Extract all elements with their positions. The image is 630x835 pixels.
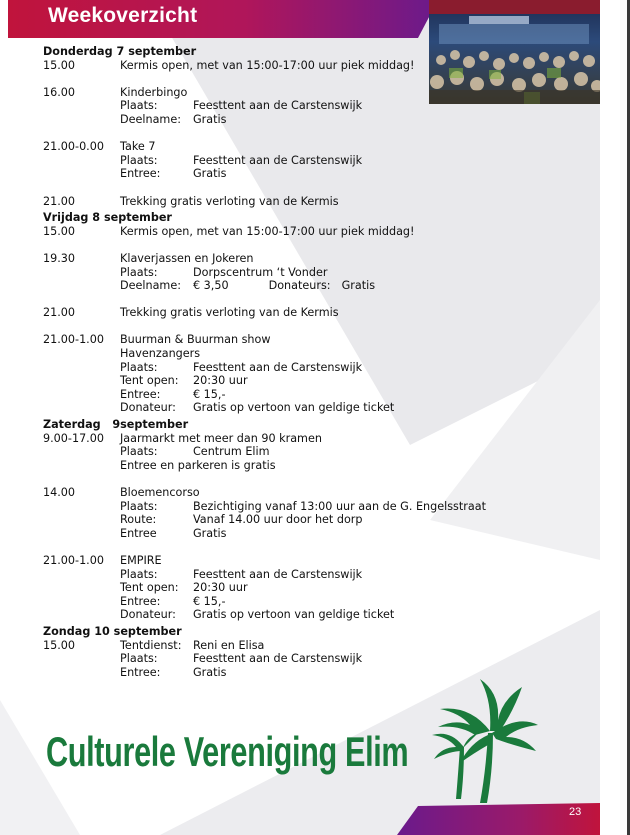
event-spacer [43,72,483,86]
event-time: 21.00 [43,194,76,208]
event-body [120,554,483,622]
event-title: Jaarmarkt met meer dan 90 kramen [120,431,322,445]
event-row [43,554,483,622]
page-number: 23 [569,806,582,818]
event-row [43,333,483,415]
detail-value: € 15,- [193,387,226,401]
event-spacer [43,540,483,554]
detail-label: Entree: [120,387,161,401]
detail-label: Tent open: [120,581,179,595]
detail-label: Tentdienst: [120,638,182,652]
event-time: 14.00 [43,486,76,499]
event-time: 21.00-1.00 [43,553,104,567]
event-spacer [43,127,483,141]
event-detail [120,652,483,666]
detail-label: Deelname: [120,279,181,293]
detail-value: Vanaf 14.00 uur door het dorp [193,513,363,527]
detail-label: Plaats: [120,360,158,374]
detail-value: Reni en Elisa [193,638,265,652]
event-body [120,225,483,239]
organisation-logo-text: Culturele Vereniging Elim [46,728,409,775]
event-time: 9.00-17.00 [43,431,104,445]
event-row [43,140,483,181]
detail-value: Gratis [193,167,227,181]
detail-label: Entree [120,526,157,540]
detail-value: 20:30 uur [193,581,248,595]
event-row [43,86,483,127]
detail-value: Bezichtiging vanaf 13:00 uur aan de G. Engelsstraat [193,499,486,513]
event-time: 21.00-0.00 [43,140,104,154]
event-body [120,306,483,320]
event-body [120,86,483,127]
detail-value: Gratis [341,279,376,293]
event-time: 15.00 [43,224,76,238]
event-title: Trekking gratis verloting van de Kermis [120,306,339,320]
schedule [43,45,486,679]
event-detail [120,500,486,514]
page-title: Weekoverzicht [48,4,198,27]
event-spacer [43,472,483,486]
event-time: 21.00-1.00 [43,333,104,347]
event-body [120,252,483,293]
event-row [43,225,483,239]
detail-value: 20:30 uur [193,374,248,388]
event-detail [120,639,483,653]
event-detail [120,608,483,622]
detail-label: Donateurs: [268,279,331,293]
event-spacer [43,181,483,195]
event-title: Havenzangers [120,347,201,361]
detail-label: Plaats: [120,445,158,459]
detail-label: Tent open: [120,374,179,388]
event-detail [120,167,483,181]
detail-label: Plaats: [120,499,158,513]
detail-value: Gratis [193,112,227,126]
detail-value: Gratis op vertoon van geldige ticket [193,401,395,415]
detail-value: Feesttent aan de Carstenswijk [193,652,363,666]
detail-label: Donateur: [120,608,176,622]
detail-value: € 15,- [193,594,226,608]
event-detail [120,581,483,595]
event-time: 16.00 [43,85,76,99]
event-body [120,639,483,680]
event-detail [120,666,483,680]
day-heading: Vrijdag 8 september [43,211,172,225]
event-detail [120,279,483,293]
detail-value: Gratis op vertoon van geldige ticket [193,608,395,622]
detail-value: € 3,50 [193,279,229,293]
event-detail [120,595,483,609]
event-row [43,195,483,209]
event-detail [120,361,483,375]
event-title: EMPIRE [120,553,162,567]
event-detail [120,113,483,127]
event-body [120,486,486,540]
day-heading: Zaterdag 9september [43,418,189,432]
detail-label: Plaats: [120,153,158,167]
event-body [120,195,483,209]
event-spacer [43,320,483,334]
event-body [120,59,483,73]
event-row [43,486,486,540]
event-detail [120,513,486,527]
detail-label: Entree: [120,665,161,679]
event-title: Buurman & Buurman show [120,333,271,347]
day-heading: Donderdag 7 september [43,45,197,58]
detail-label: Entree: [120,167,161,181]
detail-value: Feesttent aan de Carstenswijk [193,153,363,167]
event-detail [120,99,483,113]
event-detail [120,401,483,415]
detail-value: Feesttent aan de Carstenswijk [193,99,363,113]
event-row [43,639,483,680]
event-detail [120,445,483,459]
event-spacer [43,293,483,307]
event-time: 21.00 [43,306,76,320]
detail-label: Entree: [120,594,161,608]
detail-label: Plaats: [120,99,158,113]
detail-value: Feesttent aan de Carstenswijk [193,360,363,374]
event-title: Kermis open, met van 15:00-17:00 uur piek middag! [120,224,415,238]
event-title: Kermis open, met van 15:00-17:00 uur piek middag! [120,58,415,72]
event-body [120,432,483,473]
event-row [43,59,483,73]
event-detail [120,154,483,168]
event-title: Take 7 [120,140,156,154]
event-time: 15.00 [43,58,76,72]
detail-label: Donateur: [120,401,176,415]
detail-value: Gratis [193,665,227,679]
event-body [120,140,483,181]
detail-label: Plaats: [120,567,158,581]
detail-label: Deelname: [120,112,181,126]
event-time: 15.00 [43,638,76,652]
event-detail [120,568,483,582]
palm-tree-icon [430,675,540,805]
detail-value: Gratis [193,526,227,540]
event-row [43,252,483,293]
event-note: Entree en parkeren is gratis [120,458,276,472]
event-title: Trekking gratis verloting van de Kermis [120,194,339,208]
event-time: 19.30 [43,251,76,265]
event-title: Klaverjassen en Jokeren [120,251,254,265]
detail-value: Dorpscentrum ‘t Vonder [193,265,328,279]
event-detail [120,266,483,280]
event-spacer [43,238,483,252]
event-title: Bloemencorso [120,486,200,499]
detail-value: Centrum Elim [193,445,270,459]
event-row [43,306,483,320]
event-body [120,333,483,415]
event-title: Kinderbingo [120,85,188,99]
event-detail [120,527,486,541]
day-heading: Zondag 10 september [43,624,182,638]
detail-label: Plaats: [120,265,158,279]
detail-label: Route: [120,513,157,527]
event-row [43,432,483,473]
detail-label: Plaats: [120,652,158,666]
event-detail [120,388,483,402]
detail-value: Feesttent aan de Carstenswijk [193,567,363,581]
event-detail [120,374,483,388]
footer-bar [0,797,630,835]
